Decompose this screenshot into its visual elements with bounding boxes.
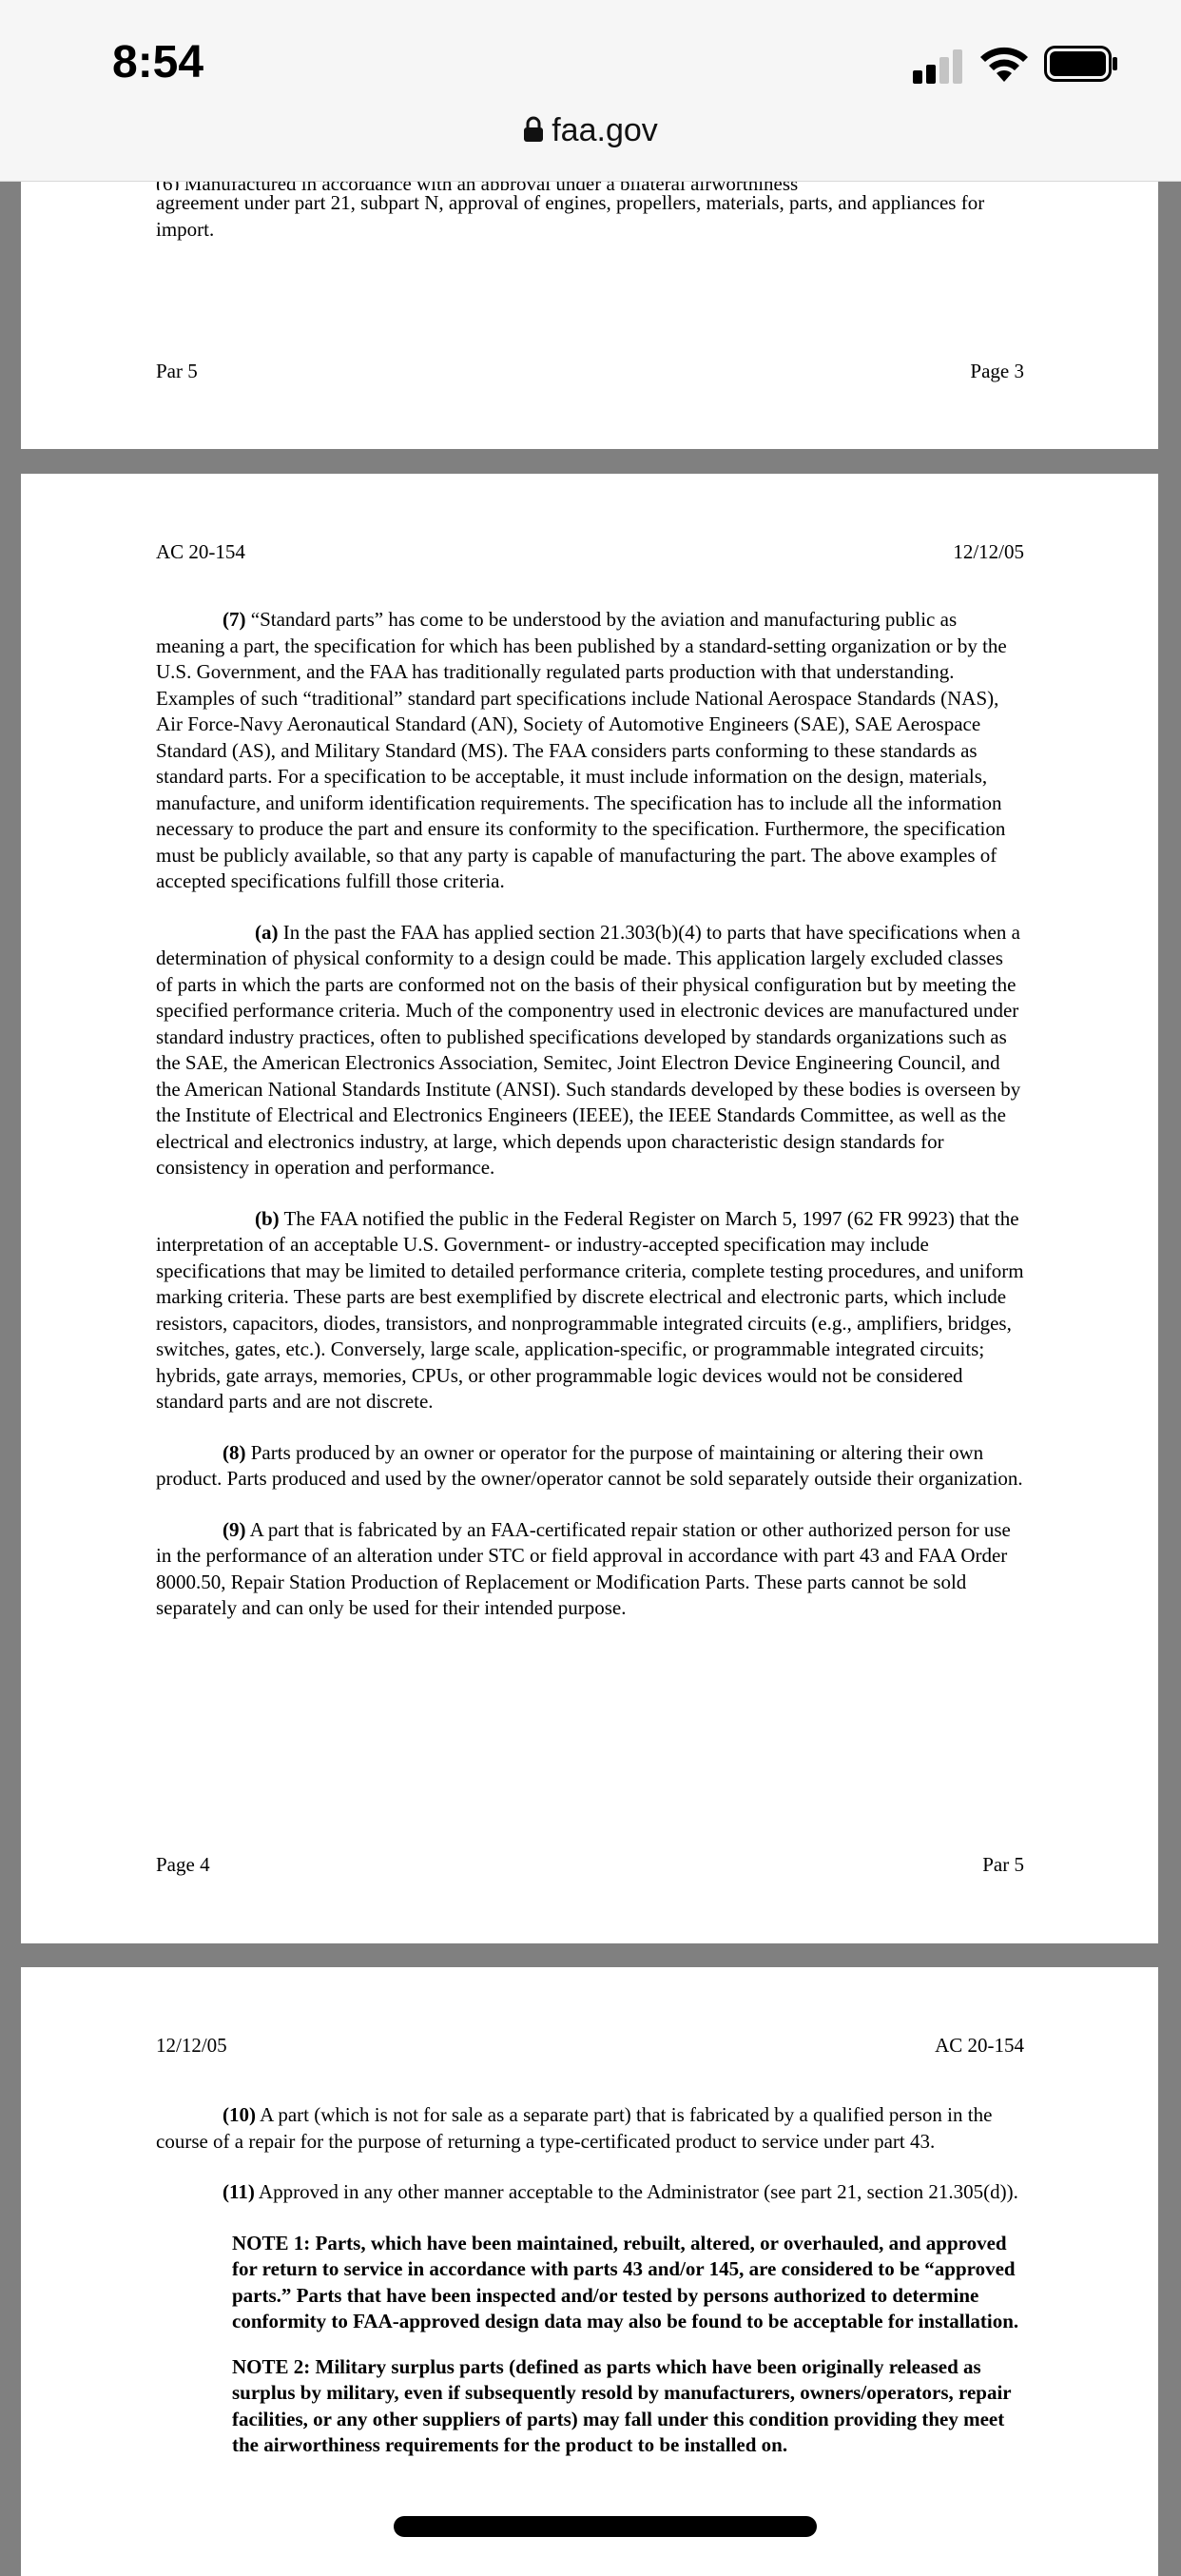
note-2: NOTE 2: Military surplus parts (defined as parts which have been originally released as surplus by military, even if subsequently resold by manufacturers, owners/operators, repair facilities, or any other suppliers of parts) may fall under this condition providing they meet the airworthiness requirements for the product to be installed on. <box>232 2354 1012 2456</box>
paragraph-8: (8) Parts produced by an owner or operator for the purpose of maintaining or altering their own product. Parts produced and used by the owner/operator cannot be sold separately outside their organization. <box>156 1440 1023 1490</box>
browser-status-bar <box>0 0 1181 182</box>
page-4-body <box>156 607 1024 1647</box>
wifi-icon <box>978 42 1031 84</box>
paragraph-7b: (b) The FAA notified the public in the Federal Register on March 5, 1997 (62 FR 9923) that the interpretation of an acceptable U.S. Government- or industry-accepted specification may include specifications that may be limited to detailed performance criteria, complete testing procedures, and uniform marking criteria. These parts are best exemplified by discrete electrical and electronic parts, which include resistors, capacitors, diodes, transistors, and nonprogrammable integrated circuits (e.g., amplifiers, bridges, switches, gates, etc.). Conversely, large scale, application-specific, or programmable integrated circuits; hybrids, gate arrays, memories, CPUs, or other programmable logic devices would not be considered standard parts and are not discrete. <box>156 1206 1024 1413</box>
page-footer-right: Page 3 <box>970 360 1024 382</box>
paragraph-6-continuation: agreement under part 21, subpart N, approval of engines, propellers, materials, parts, and appliances for import. <box>156 191 985 241</box>
page-footer-left: Par 5 <box>156 360 198 382</box>
page-footer-right: Par 5 <box>982 1853 1024 1876</box>
paragraph-9: (9) A part that is fabricated by an FAA-certificated repair station or other authorized person for use in the performance of an alteration under STC or field approval in accordance with part 43 and FAA Order 8000.50, Repair Station Production of Replacement or Modification Parts. These parts cannot be sold separately and can only be used for their intended purpose. <box>156 1517 1011 1619</box>
page-3-text <box>156 171 1024 243</box>
pdf-page-5 <box>21 1967 1158 2576</box>
cellular-signal-icon <box>913 49 966 84</box>
paragraph-7: (7) “Standard parts” has come to be understood by the aviation and manufacturing public as meaning a part, the specification for which has been published by a standard-setting organization or by the U.S. Government, and the FAA has traditionally regulated parts production with that understanding. Examples of such “traditional” standard part specifications include National Aerospace Standards (NAS), Air Force-Navy Aeronautical Standard (AN), Society of Automotive Engineers (SAE), SAE Aerospace Standard (AS), and Military Standard (MS). The FAA considers parts conforming to these standards as standard parts. For a specification to be acceptable, it must include information on the design, materials, manufacture, and uniform identification requirements. The specification has to include all the information necessary to produce the part and ensure its conformity to the specification. Furthermore, the specification must be publicly available, so that any party is capable of manufacturing the part. The above examples of accepted specifications fulfill those criteria. <box>156 608 1007 892</box>
pdf-page-4 <box>21 474 1158 1943</box>
page-header-left: AC 20-154 <box>156 540 245 563</box>
battery-icon <box>1044 46 1118 82</box>
address-bar[interactable] <box>0 112 1181 149</box>
redaction-mark <box>394 2516 817 2537</box>
lock-icon <box>523 116 544 143</box>
pdf-page-3 <box>21 181 1158 449</box>
note-1: NOTE 1: Parts, which have been maintained, rebuilt, altered, or overhauled, and approved for return to service in accordance with parts 43 and/or 145, are considered to be “approved parts.” Parts that have been inspected and/or tested by persons authorized to determine conformity to FAA-approved design data may also be found to be acceptable for installation. <box>232 2231 1019 2332</box>
page-header-right: 12/12/05 <box>953 540 1024 563</box>
page-5-body <box>156 2102 1024 2478</box>
paragraph-7a: (a) In the past the FAA has applied section 21.303(b)(4) to parts that have specifications when a determination of physical conformity to a design could be made. This application largely excluded classes of parts in which the parts are conformed not on the basis of their physical configuration but by meeting the specified performance criteria. Much of the componentry used in electronic devices are manufactured under standard industry practices, often to published specifications developed by standards organizations such as the SAE, the American Electronics Association, Semitec, Joint Electron Device Engineering Council, and the American National Standards Institute (ANSI). Such standards developed by these bodies is overseen by the Institute of Electrical and Electronics Engineers (IEEE), the IEEE Standards Committee, as well as the electrical and electronics industry, at large, which depends upon characteristic design standards for consistency in operation and performance. <box>156 920 1021 1179</box>
paragraph-11: (11) Approved in any other manner acceptable to the Administrator (see part 21, section 21.305(d)). <box>223 2180 1018 2203</box>
page-header-right: AC 20-154 <box>935 2034 1024 2057</box>
page-header-left: 12/12/05 <box>156 2034 227 2057</box>
paragraph-10: (10) A part (which is not for sale as a separate part) that is fabricated by a qualified person in the course of a repair for the purpose of returning a type-certificated product to service under part 43. <box>156 2103 993 2153</box>
page-footer-left: Page 4 <box>156 1853 210 1876</box>
url-text: faa.gov <box>552 112 658 148</box>
status-time: 8:54 <box>112 37 204 88</box>
